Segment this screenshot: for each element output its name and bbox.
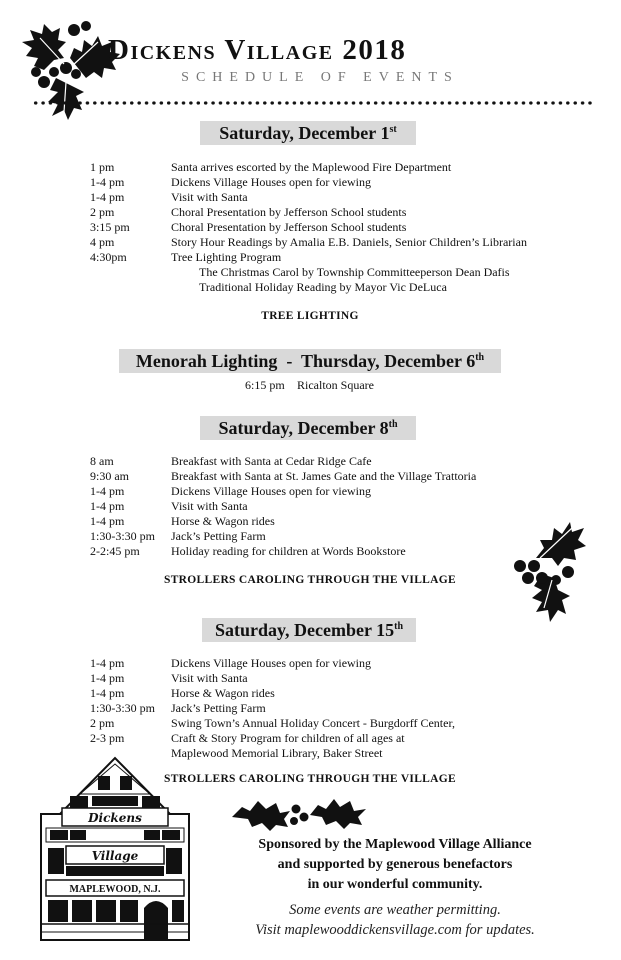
menorah-place: Ricalton Square bbox=[297, 378, 374, 392]
event-row bbox=[90, 235, 590, 250]
dickens-village-house-logo bbox=[40, 754, 190, 942]
event-row bbox=[90, 544, 520, 559]
event-time: 1-4 pm bbox=[90, 671, 125, 685]
house-sign-mid: Village bbox=[91, 849, 139, 863]
event-time: 1-4 pm bbox=[90, 656, 125, 670]
event-row bbox=[90, 190, 590, 205]
event-time: 1-4 pm bbox=[90, 499, 125, 513]
event-time: 9:30 am bbox=[90, 469, 129, 483]
website-link[interactable]: Visit maplewooddickensvillage.com for updates. bbox=[255, 922, 535, 938]
event-description: Jack’s Petting Farm bbox=[171, 529, 266, 543]
event-time: 1-4 pm bbox=[90, 484, 125, 498]
tree-lighting-banner: TREE LIGHTING bbox=[261, 310, 359, 322]
event-list-dec-8 bbox=[90, 454, 520, 564]
holly-icon bbox=[506, 512, 588, 628]
footer-note bbox=[205, 900, 585, 940]
event-row bbox=[90, 220, 590, 235]
weather-note: Some events are weather permitting. bbox=[289, 902, 501, 918]
strollers-banner: STROLLERS CAROLING THROUGH THE VILLAGE bbox=[164, 574, 456, 586]
holly-icon bbox=[14, 12, 124, 124]
event-time: 1-4 pm bbox=[90, 686, 125, 700]
event-description: Dickens Village Houses open for viewing bbox=[171, 175, 372, 189]
house-sign-top: Dickens bbox=[88, 811, 142, 825]
event-row bbox=[90, 454, 520, 469]
event-time: 2 pm bbox=[90, 716, 115, 730]
event-time: 2-3 pm bbox=[90, 731, 125, 745]
event-list-dec-15 bbox=[90, 656, 510, 766]
menorah-time: 6:15 pm bbox=[245, 378, 285, 392]
day-heading-dec-1: Saturday, December 1st bbox=[200, 121, 416, 145]
event-description: Visit with Santa bbox=[171, 499, 248, 513]
sponsor-line: and supported by generous benefactors bbox=[277, 857, 513, 872]
house-sign-bottom: MAPLEWOOD, N.J. bbox=[69, 884, 161, 895]
event-description: Choral Presentation by Jefferson School students bbox=[171, 205, 407, 219]
event-time: 1-4 pm bbox=[90, 190, 125, 204]
event-row bbox=[90, 716, 510, 731]
sponsor-block bbox=[205, 835, 585, 895]
event-description: Dickens Village Houses open for viewing bbox=[171, 656, 372, 670]
event-description: Horse & Wagon rides bbox=[171, 686, 275, 700]
event-row bbox=[90, 469, 520, 484]
day-heading-dec-8: Saturday, December 8th bbox=[200, 416, 416, 440]
sub-item: The Christmas Carol by Township Committeeperson Dean Dafis bbox=[199, 265, 510, 279]
event-row bbox=[90, 656, 510, 671]
day-heading-menorah: Menorah Lighting - Thursday, December 6th bbox=[119, 349, 501, 373]
event-row bbox=[90, 175, 590, 190]
event-description: Story Hour Readings by Amalia E.B. Daniels, Senior Children’s Librarian bbox=[171, 235, 527, 249]
event-time: 4 pm bbox=[90, 235, 115, 249]
event-row bbox=[90, 250, 590, 265]
event-row bbox=[90, 484, 520, 499]
event-row bbox=[90, 529, 520, 544]
event-description: Tree Lighting Program bbox=[171, 250, 282, 264]
event-description: Visit with Santa bbox=[171, 671, 248, 685]
event-description: Dickens Village Houses open for viewing bbox=[171, 484, 372, 498]
sponsor-line: Sponsored by the Maplewood Village Alliance bbox=[258, 837, 532, 852]
event-description: Visit with Santa bbox=[171, 190, 248, 204]
event-description: Santa arrives escorted by the Maplewood Fire Department bbox=[171, 160, 452, 174]
event-time: 1 pm bbox=[90, 160, 115, 174]
day-heading-dec-15: Saturday, December 15th bbox=[202, 618, 416, 642]
event-time: 1-4 pm bbox=[90, 514, 125, 528]
event-time: 3:15 pm bbox=[90, 220, 130, 234]
event-list-dec-1 bbox=[90, 160, 590, 270]
event-time: 1:30-3:30 pm bbox=[90, 701, 155, 715]
event-description: Jack’s Petting Farm bbox=[171, 701, 266, 715]
event-description: Craft & Story Program for children of all ages at bbox=[171, 731, 405, 745]
dotted-divider bbox=[32, 100, 592, 106]
event-time: 2 pm bbox=[90, 205, 115, 219]
event-row bbox=[90, 731, 510, 746]
event-description: Horse & Wagon rides bbox=[171, 514, 275, 528]
event-row bbox=[90, 686, 510, 701]
event-row bbox=[90, 671, 510, 686]
event-row bbox=[90, 499, 520, 514]
event-description: Choral Presentation by Jefferson School students bbox=[171, 220, 407, 234]
event-row bbox=[90, 514, 520, 529]
event-time: 2-2:45 pm bbox=[90, 544, 140, 558]
event-time: 4:30pm bbox=[90, 250, 127, 264]
event-description: Swing Town’s Annual Holiday Concert - Burgdorff Center, bbox=[171, 716, 455, 730]
page-subtitle: SCHEDULE OF EVENTS bbox=[181, 70, 459, 85]
event-row bbox=[90, 701, 510, 716]
event-time: 8 am bbox=[90, 454, 114, 468]
event-row bbox=[90, 205, 590, 220]
sub-item: Traditional Holiday Reading by Mayor Vic DeLuca bbox=[199, 280, 447, 294]
event-description: Breakfast with Santa at St. James Gate and the Village Trattoria bbox=[171, 469, 477, 483]
event-description: Breakfast with Santa at Cedar Ridge Cafe bbox=[171, 454, 372, 468]
sponsor-line: in our wonderful community. bbox=[307, 877, 483, 892]
holly-branch-icon bbox=[230, 797, 368, 831]
strollers-banner: STROLLERS CAROLING THROUGH THE VILLAGE bbox=[164, 773, 456, 785]
event-description: Holiday reading for children at Words Bookstore bbox=[171, 544, 406, 558]
event-time: 1-4 pm bbox=[90, 175, 125, 189]
event-time: 1:30-3:30 pm bbox=[90, 529, 155, 543]
event-row bbox=[90, 160, 590, 175]
event-description: Maplewood Memorial Library, Baker Street bbox=[171, 746, 383, 760]
page-title: Dickens Village 2018 bbox=[108, 34, 407, 66]
